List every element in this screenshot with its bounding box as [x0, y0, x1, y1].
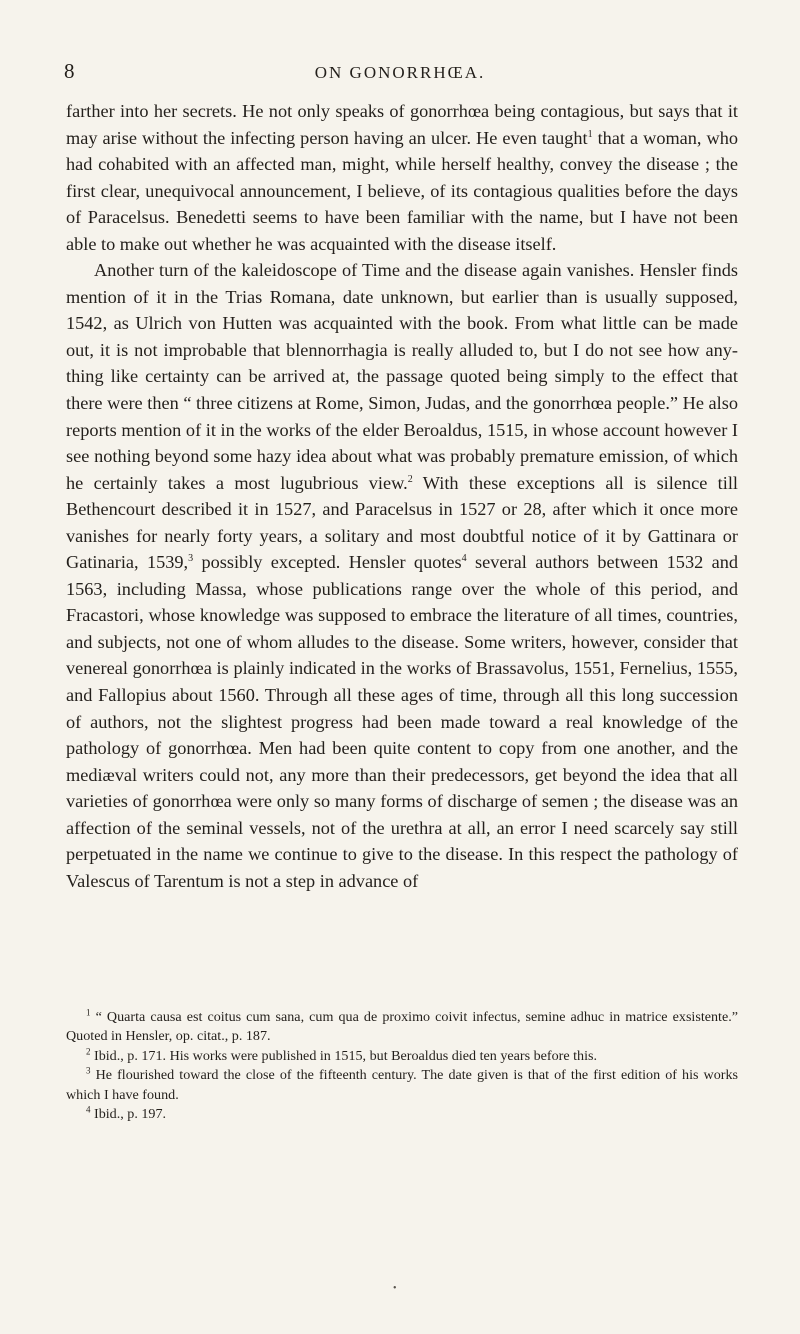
- footnote-3: [66, 1066, 738, 1105]
- footnote-text: He flourished toward the close of the fifteenth century. The date given is that of the first edition of his works which I have found.: [66, 1067, 738, 1103]
- paragraph-2-text-d: several authors between 1532 and 1563, including Massa, whose publications range over the whole of this period, and Fracastori, whose knowledge was supposed to embrace the literature of all times, countries, and subjects, not one of whom alludes to the disease. Some writers, however, consider that venereal gonorrhœa is plainly indicated in the works of Brassavolus, 1551, Fernelius, 1555, and Fallopius about 1560. Through all these ages of time, through all this long succession of authors, not the slightest progress had been made toward a real knowledge of the pathology of gonorrhœa. Men had been quite content to copy from one another, and the mediæval writers could not, any more than their predecessors, get beyond the idea that all varieties of gonorrhœa were only so many forms of discharge of semen ; the disease was an affection of the seminal vessels, not of the urethra at all, an error I need scarcely say still perpetuated in the name we continue to give to the disease. In this respect the pathology of Valescus of Tarentum is not a step in advance of: [66, 552, 738, 891]
- footnote-2: [66, 1047, 738, 1066]
- page-header: [64, 56, 736, 86]
- body-text: [66, 98, 738, 894]
- footnote-ref-3: 3: [188, 553, 194, 565]
- running-title: ON GONORRHŒA.: [314, 63, 486, 82]
- footnote-ref-4: 4: [461, 553, 467, 565]
- footnote-ref-1: 1: [587, 128, 593, 140]
- footnote-text: “ Quarta causa est coitus cum sana, cum qua de proximo coivit infectus, semine adhuc in matrice exsistente.” Quoted in Hensler, op. citat., p. 187.: [66, 1009, 738, 1045]
- paragraph-2-text-c: possibly excepted. Hensler quotes: [193, 552, 462, 573]
- footnote-1: [66, 1008, 738, 1047]
- page-number: 8: [64, 59, 75, 83]
- paragraph-1-text-b: that a woman, who had cohabited with an affected man, might, while herself healthy, convey the disease ; the first clear, unequivocal announcement, I believe, of its contagious qualities before the days of Paracelsus. Benedetti seems to have been familiar with the name, but I have not been able to make out whether he was acquainted with the disease itself.: [66, 127, 738, 254]
- footnotes: [66, 1008, 738, 1124]
- footnote-mark: 4: [86, 1104, 91, 1115]
- footnote-mark: 3: [86, 1065, 91, 1076]
- footnote-4: [66, 1105, 738, 1124]
- footnote-text: Ibid., p. 197.: [90, 1106, 167, 1123]
- paragraph-1-text-a: farther into her secrets. He not only speaks of gonorrhœa being contagious, but says that it may arise without the infecting person having an ulcer. He even taught: [66, 101, 738, 148]
- paragraph-2-text-b: With these exceptions all is silence till Bethencourt described it in 1527, and Paracelsus in 1527 or 28, after which it once more vanishes for nearly forty years, a solitary and most doubtful notice of it by Gattinara or Gatinaria, 1539,: [66, 472, 738, 573]
- paragraph-2: [66, 257, 738, 894]
- footnote-mark: 2: [86, 1046, 91, 1057]
- footnote-text: Ibid., p. 171. His works were published in 1515, but Beroaldus died ten years before this.: [90, 1047, 598, 1064]
- paragraph-1: [66, 98, 738, 257]
- footnote-ref-2: 2: [407, 473, 413, 485]
- stray-mark: •: [393, 1283, 397, 1294]
- footnote-mark: 1: [86, 1007, 91, 1018]
- paragraph-2-text-a: Another turn of the kaleidoscope of Time and the disease again vanishes. Hensler finds mention of it in the Trias Romana, date unknown, but earlier than is usually supposed, 1542, as Ulrich von Hutten was acquainted with the book. From what little can be made out, it is not improbable that blennorrhagia is really alluded to, but I do not see how anything like certainty can be arrived at, the passage quoted being simply to the effect that there were then “ three citizens at Rome, Simon, Judas, and the gonorrhœa people.” He also reports mention of it in the works of the elder Beroaldus, 1515, in whose account however I see nothing beyond some hazy idea about what was probably premature emission, of which he certainly takes a most lugubrious view.: [66, 260, 738, 493]
